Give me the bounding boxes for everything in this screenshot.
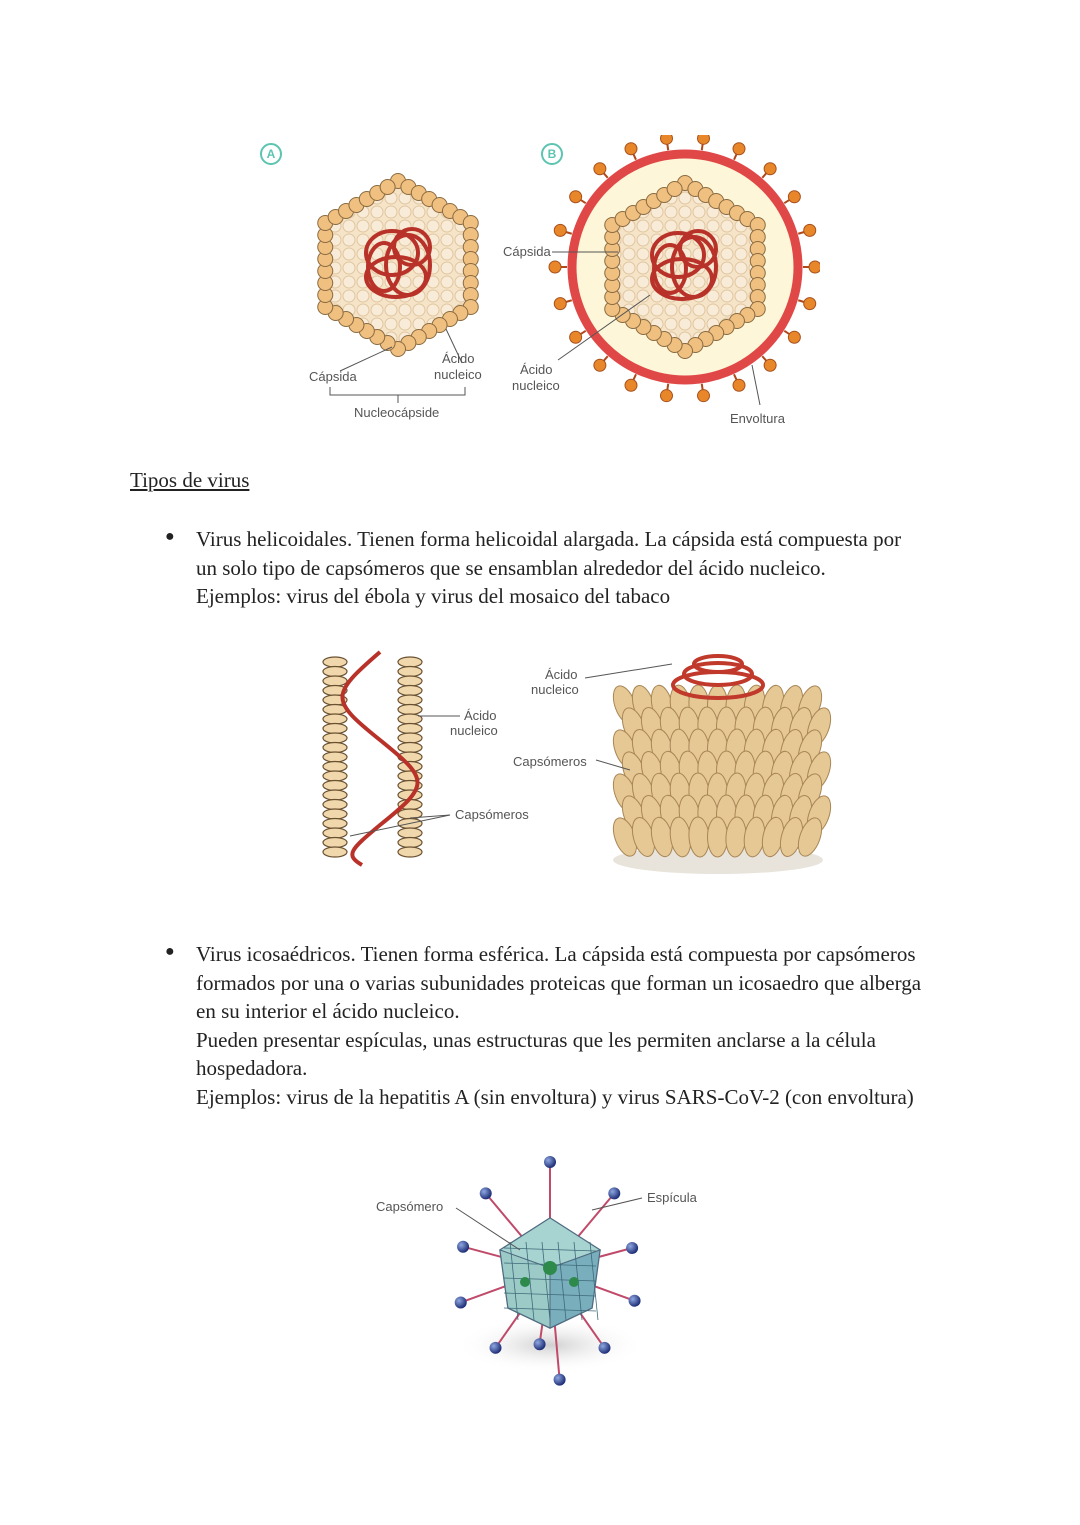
helicoidales-line-3: Ejemplos: virus del ébola y virus del mosaico del tabaco <box>196 584 671 609</box>
capsomer <box>323 657 347 667</box>
capsomer-bead <box>667 182 682 197</box>
spike-ball <box>598 1342 610 1354</box>
panel-b-envoltura-label: Envoltura <box>730 411 785 426</box>
capsomer <box>398 724 422 734</box>
capsomero-label: Capsómero <box>376 1199 444 1214</box>
envelope-spike <box>594 359 606 371</box>
section-title: Tipos de virus <box>130 468 250 492</box>
panel-a-acido-label-1: Ácido <box>442 351 475 366</box>
panel-b-enveloped-virus <box>549 135 820 405</box>
envelope-spike <box>594 163 606 175</box>
envelope-spike <box>570 331 582 343</box>
spike-ball <box>534 1338 546 1350</box>
envelope-spike <box>733 379 745 391</box>
helical-virus-figure <box>300 640 840 880</box>
capsomer <box>398 695 422 705</box>
capsomer <box>323 847 347 857</box>
icosaedricos-paragraph <box>196 940 976 1112</box>
panel-b-letter: B <box>547 147 557 161</box>
capsomer <box>323 771 347 781</box>
envelope-spike <box>788 191 800 203</box>
envelope-spike <box>554 224 566 236</box>
bullet-icon: ● <box>165 528 175 545</box>
capsomer <box>398 657 422 667</box>
panel-a-capsida-label: Cápsida <box>309 369 357 384</box>
capsomer <box>323 828 347 838</box>
capsomer <box>323 714 347 724</box>
envelope-spike <box>660 390 672 402</box>
capsomer <box>398 828 422 838</box>
icosaedricos-line-6: Ejemplos: virus de la hepatitis A (sin envoltura) y virus SARS-CoV-2 (con envoltura) <box>196 1084 914 1109</box>
helicoidales-line-2: un solo tipo de capsómeros que se ensamblan alrededor del ácido nucleico. <box>196 555 826 580</box>
envelope-spike <box>554 298 566 310</box>
bullet-icon: ● <box>165 943 175 960</box>
spike-ball <box>457 1241 469 1253</box>
helical-capsid-cylinder <box>585 656 835 874</box>
envelope-spike <box>625 379 637 391</box>
capsomer-columns <box>323 657 422 857</box>
envelope-spike <box>733 143 745 155</box>
icosaedricos-line-1: Virus icosaédricos. Tienen forma esférica. La cápsida está compuesta por capsómeros <box>196 942 916 966</box>
capsomer <box>323 762 347 772</box>
helical-acido-label-2: nucleico <box>450 723 498 738</box>
helicoidales-paragraph <box>196 525 976 611</box>
capsomer <box>398 667 422 677</box>
capsomer <box>323 667 347 677</box>
panel-b-acido-label-2: nucleico <box>512 378 560 393</box>
envelope-spike <box>698 390 710 402</box>
panel-b-badge-letter <box>541 143 563 165</box>
capsomer <box>323 790 347 800</box>
envelope-spike <box>549 261 561 273</box>
capsomer <box>323 800 347 810</box>
capsomer <box>323 733 347 743</box>
spike-ball <box>608 1187 620 1199</box>
capsomer <box>323 819 347 829</box>
envelope-spike <box>570 191 582 203</box>
capsomer <box>708 817 728 857</box>
capsomer <box>323 676 347 686</box>
capsomer <box>323 809 347 819</box>
capsomer <box>323 781 347 791</box>
spike-ball <box>629 1295 641 1307</box>
envelope-spike <box>698 135 710 144</box>
envelope-spike <box>809 261 820 273</box>
envelope-spike <box>764 359 776 371</box>
espicula-label: Espícula <box>647 1190 697 1205</box>
spike-ball <box>480 1187 492 1199</box>
capsomer <box>323 724 347 734</box>
helicoidales-line-1: Virus helicoidales. Tienen forma helicoidal alargada. La cápsida está compuesta por <box>196 527 902 551</box>
helical-acido-label-1: Ácido <box>464 708 497 723</box>
envelope-spike <box>804 224 816 236</box>
spike-ball <box>626 1242 638 1254</box>
capsomer <box>398 847 422 857</box>
capsomer <box>398 676 422 686</box>
capsomer <box>323 752 347 762</box>
helical-capsomeros-label-left: Capsómeros <box>455 807 529 822</box>
capsomer <box>323 838 347 848</box>
panel-a-badge-letter <box>260 143 282 165</box>
envelope-spike <box>788 331 800 343</box>
envelope-spike <box>804 298 816 310</box>
capsomer <box>323 743 347 753</box>
capsid-diagram-figure <box>300 135 820 435</box>
helical-acido-right-label-1: Ácido <box>545 667 578 682</box>
capsomer-bead <box>380 180 395 195</box>
icosahedral-virus-figure <box>360 1150 720 1390</box>
spike-ball <box>490 1342 502 1354</box>
envelope-spike <box>625 143 637 155</box>
icosaedricos-line-5: hospedadora. <box>196 1056 308 1081</box>
capsomer <box>398 733 422 743</box>
panel-a-nucleocapside-label: Nucleocápside <box>354 405 440 420</box>
icosaedricos-line-2: formados por una o varias subunidades proteicas que forman un icosaedro que alberga <box>196 970 922 995</box>
panel-a-letter: A <box>266 147 276 161</box>
envelope-spike <box>764 163 776 175</box>
helical-capsomeros-label-right: Capsómeros <box>513 754 587 769</box>
spike-ball <box>455 1296 467 1308</box>
spike-ball <box>544 1156 556 1168</box>
capsomer <box>398 743 422 753</box>
icosaedricos-line-4: Pueden presentar espículas, unas estructuras que les permiten anclarse a la célula <box>196 1027 876 1052</box>
icosaedricos-line-3: en su interior el ácido nucleico. <box>196 999 460 1024</box>
panel-b-acido-label-1: Ácido <box>520 362 553 377</box>
icosahedral-capsid <box>500 1218 600 1328</box>
helical-acido-right-label-2: nucleico <box>531 682 579 697</box>
spike-ball <box>554 1374 566 1386</box>
capsomer <box>398 705 422 715</box>
capsomer <box>398 838 422 848</box>
envelope-spike <box>660 135 672 144</box>
panel-a-acido-label-2: nucleico <box>434 367 482 382</box>
panel-b-capsida-label: Cápsida <box>503 244 551 259</box>
capsomer <box>398 686 422 696</box>
